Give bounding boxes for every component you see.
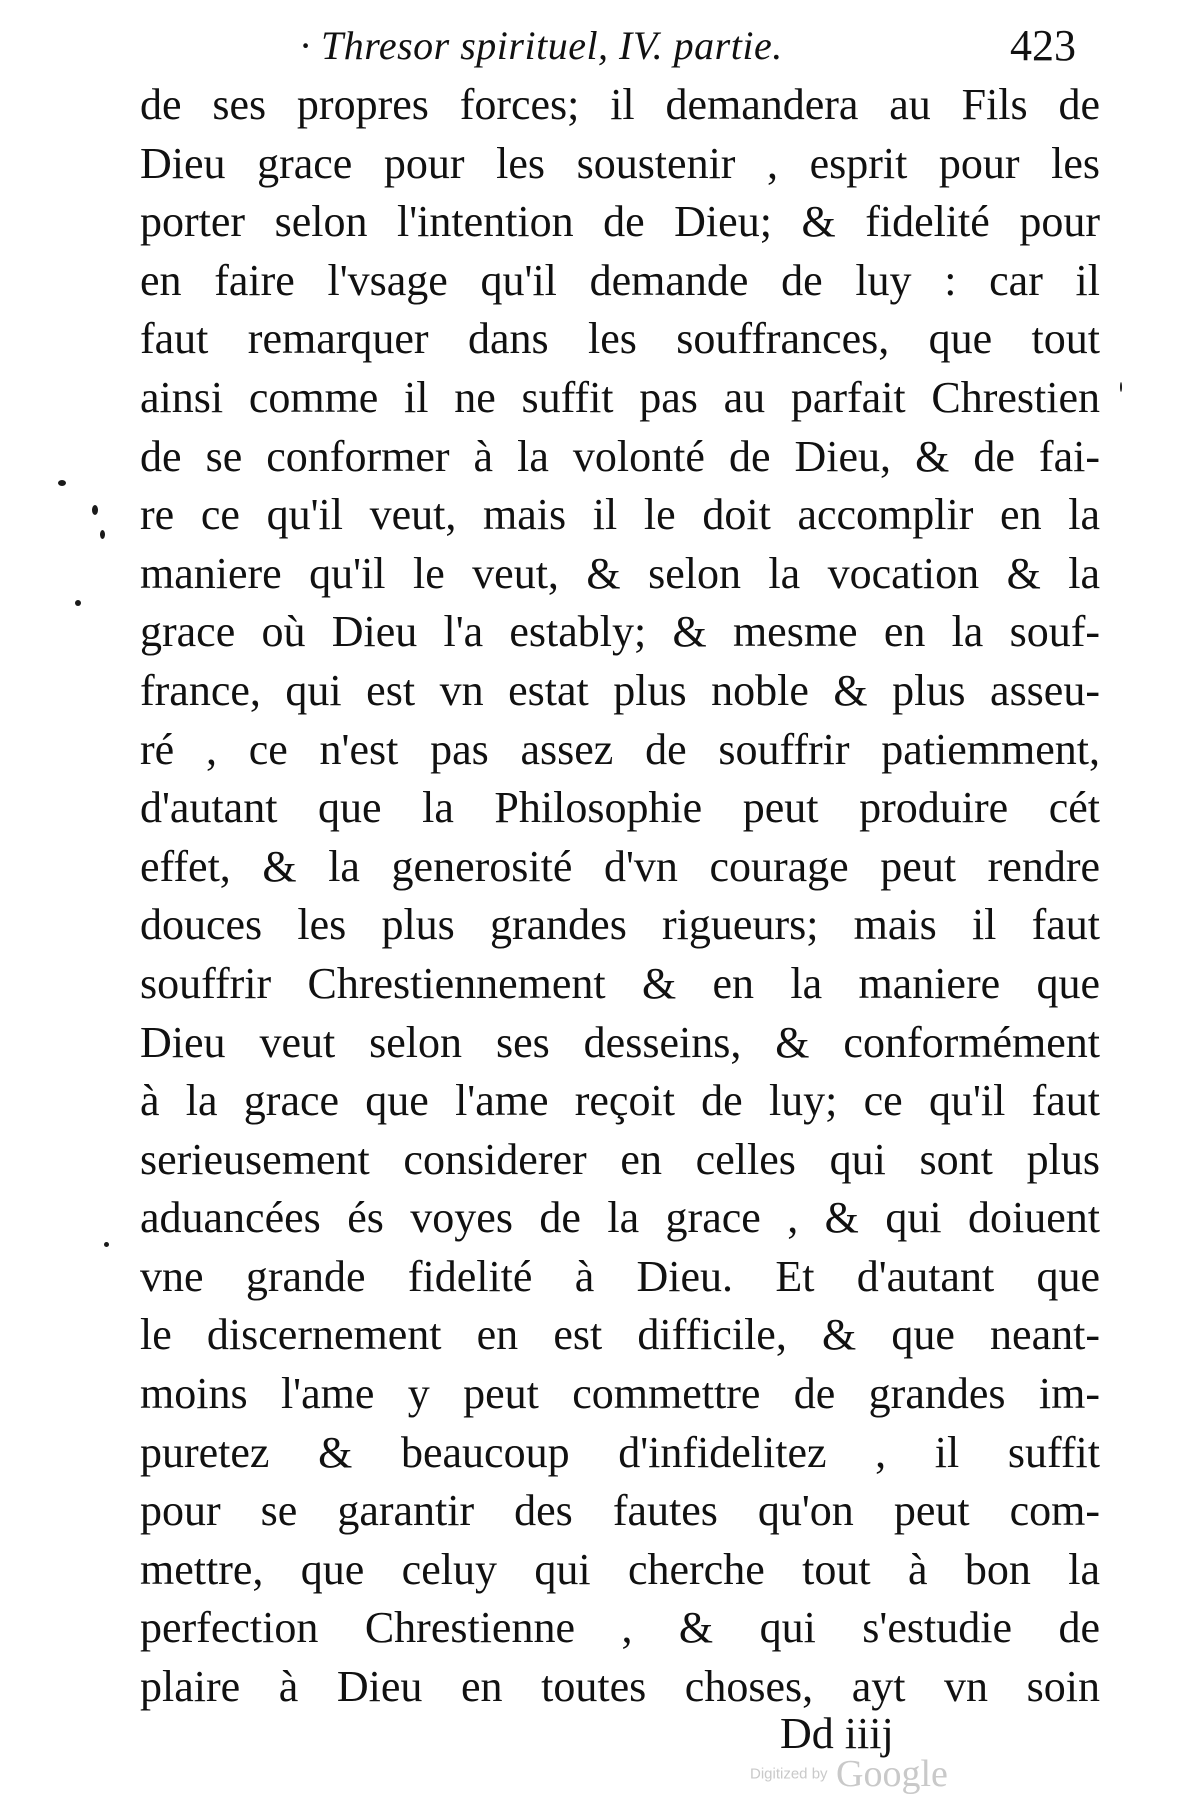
- text-line: aduancées és voyes de la grace , & qui doiuent: [140, 1193, 1100, 1243]
- margin-speck: [104, 1242, 109, 1247]
- text-line: moins l'ame y peut commettre de grandes im-: [140, 1369, 1100, 1419]
- margin-speck: [1120, 382, 1122, 392]
- text-line: france, qui est vn estat plus noble & plus asseu-: [140, 665, 1100, 715]
- margin-speck: [75, 600, 81, 606]
- text-line: douces les plus grandes rigueurs; mais il faut: [140, 900, 1100, 950]
- text-line: faut remarquer dans les souffrances, que tout: [140, 314, 1100, 364]
- text-line: souffrir Chrestiennement & en la maniere que: [140, 958, 1100, 1008]
- body-text: [140, 76, 1100, 1717]
- text-line: Dieu grace pour les soustenir , esprit pour les: [140, 138, 1100, 188]
- text-line: le discernement en est difficile, & que neant-: [140, 1310, 1100, 1360]
- margin-speck: [58, 480, 66, 486]
- text-line: perfection Chrestienne , & qui s'estudie de: [140, 1603, 1100, 1653]
- text-line: grace où Dieu l'a estably; & mesme en la souf-: [140, 607, 1100, 657]
- text-line: puretez & beaucoup d'infidelitez , il suffit: [140, 1427, 1100, 1477]
- text-line: maniere qu'il le veut, & selon la vocation & la: [140, 548, 1100, 598]
- text-line: mettre, que celuy qui cherche tout à bon la: [140, 1544, 1100, 1594]
- running-title: · Thresor spirituel, IV. partie.: [300, 23, 783, 68]
- text-line: effet, & la generosité d'vn courage peut rendre: [140, 841, 1100, 891]
- text-line: ré , ce n'est pas assez de souffrir patiemment,: [140, 724, 1100, 774]
- text-line: plaire à Dieu en toutes choses, ayt vn soin: [140, 1662, 1100, 1712]
- digitization-watermark: [750, 1752, 948, 1796]
- text-line: à la grace que l'ame reçoit de luy; ce qu'il faut: [140, 1076, 1100, 1126]
- text-line: re ce qu'il veut, mais il le doit accomplir en la: [140, 490, 1100, 540]
- catchword: Dd iiij: [780, 1709, 894, 1758]
- google-logo: Google: [836, 1753, 948, 1795]
- text-line: porter selon l'intention de Dieu; & fidelité pour: [140, 197, 1100, 247]
- margin-speck: [100, 530, 105, 539]
- text-line: d'autant que la Philosophie peut produire cét: [140, 783, 1100, 833]
- text-line: serieusement considerer en celles qui sont plus: [140, 1134, 1100, 1184]
- text-line: Dieu veut selon ses desseins, & conformément: [140, 1017, 1100, 1067]
- margin-speck: [92, 505, 98, 515]
- text-line: de se conformer à la volonté de Dieu, & de fai-: [140, 431, 1100, 481]
- text-line: vne grande fidelité à Dieu. Et d'autant que: [140, 1251, 1100, 1301]
- text-line: pour se garantir des fautes qu'on peut com-: [140, 1486, 1100, 1536]
- page-number: 423: [1010, 21, 1076, 70]
- text-line: de ses propres forces; il demandera au Fils de: [140, 80, 1100, 129]
- text-line: ainsi comme il ne suffit pas au parfait Chrestien: [140, 372, 1100, 422]
- text-line: en faire l'vsage qu'il demande de luy : car il: [140, 255, 1100, 305]
- watermark-prefix: Digitized by: [750, 1765, 828, 1783]
